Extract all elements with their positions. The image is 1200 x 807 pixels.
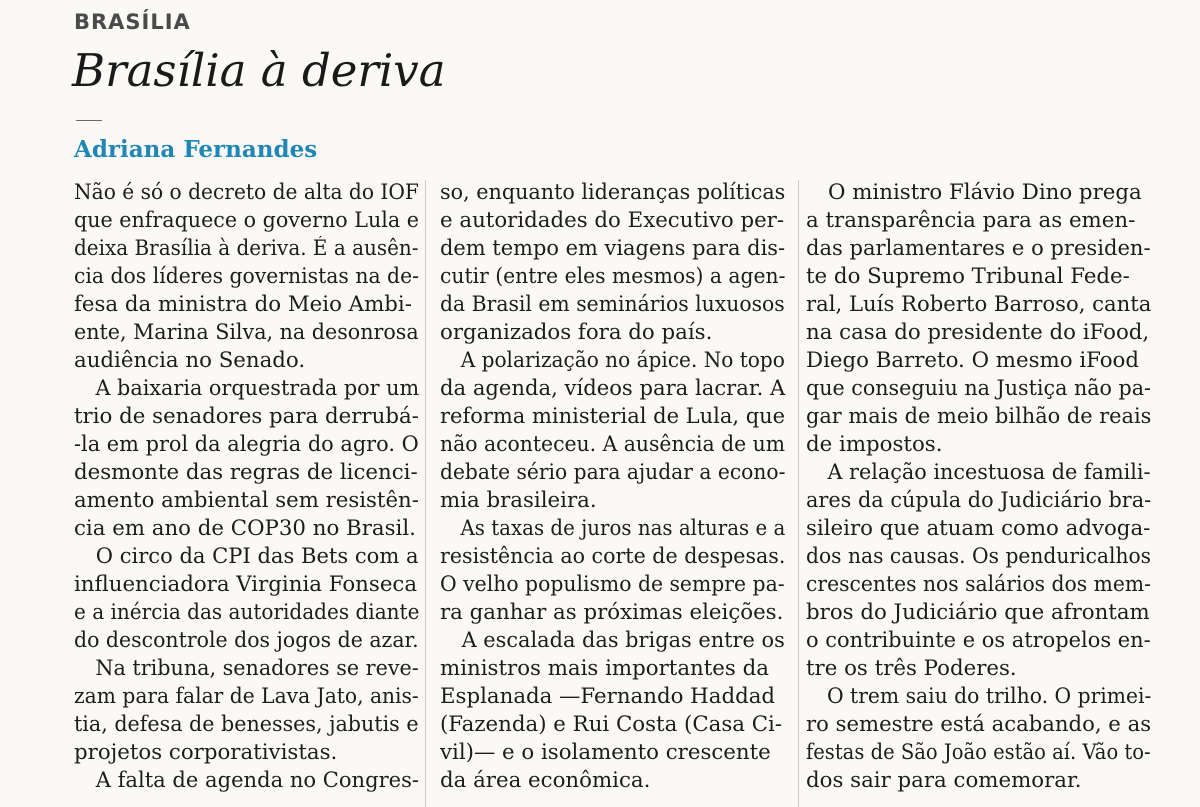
article-text-line: O ministro Flávio Dino prega — [828, 180, 1142, 205]
article-text-line: ro semestre está acabando, e as — [806, 712, 1152, 737]
article-text-line: reforma ministerial de Lula, que — [440, 404, 786, 429]
article-text-line: a transparência para as emen- — [806, 208, 1136, 233]
article-text-line: Diego Barreto. O mesmo iFood — [806, 348, 1140, 373]
article-text-line: cia em ano de COP30 no Brasil. — [74, 516, 416, 541]
article-column-1 — [74, 179, 419, 795]
article-text-line: que conseguiu na Justiça não pa- — [806, 376, 1152, 401]
article-text-line: A escalada das brigas entre os — [461, 628, 785, 653]
article-text-line: O circo da CPI das Bets com a — [95, 544, 419, 569]
author-byline: Adriana Fernandes — [74, 136, 318, 163]
article-text-line: que enfraquece o governo Lula e — [74, 208, 419, 233]
article-column-2 — [440, 179, 785, 795]
article-text-line: A falta de agenda no Congres- — [95, 768, 420, 793]
article-text-line: (Fazenda) e Rui Costa (Casa Ci- — [440, 712, 783, 737]
article-text-line: Esplanada —Fernando Haddad — [440, 684, 776, 709]
column-separator — [425, 180, 426, 807]
article-text-line: A relação incestuosa de famili- — [827, 460, 1151, 485]
article-text-line: da agenda, vídeos para lacrar. A — [440, 376, 786, 401]
article-text-line: dem tempo em viagens para dis- — [440, 236, 786, 261]
article-text-line: da Brasil em seminários luxuosos — [440, 292, 785, 317]
article-text-line: dos nas causas. Os penduricalhos — [806, 544, 1152, 569]
article-text-line: Não é só o decreto de alta do IOF — [74, 180, 419, 205]
article-text-line: mia brasileira. — [440, 488, 597, 513]
article-text-line: e autoridades do Executivo per- — [440, 208, 785, 233]
article-text-line: do descontrole dos jogos de azar. — [74, 628, 419, 653]
article-text-line: deixa Brasília à deriva. É a ausên- — [74, 236, 419, 261]
article-text-line: influenciadora Virginia Fonseca — [74, 572, 418, 597]
article-text-line: vil)— e o isolamento crescente — [440, 740, 771, 765]
title-divider — [76, 120, 102, 121]
article-text-line: na casa do presidente do iFood, — [806, 320, 1150, 345]
article-text-line: A polarização no ápice. No topo — [460, 348, 785, 373]
article-text-line: ares da cúpula do Judiciário bra- — [806, 488, 1152, 513]
article-text-line: amento ambiental sem resistên- — [74, 488, 419, 513]
article-text-line: O velho populismo de sempre pa- — [440, 572, 785, 597]
article-text-line: das parlamentares e o presiden- — [806, 236, 1151, 261]
section-label: BRASÍLIA — [74, 10, 191, 34]
article-text-line: audiência no Senado. — [74, 348, 306, 373]
article-text-line: de impostos. — [806, 432, 943, 457]
article-text-line: cia dos líderes governistas na de- — [74, 264, 419, 289]
article-text-line: resistência ao corte de despesas. — [440, 544, 786, 569]
article-text-line: o contribuinte e os atropelos en- — [806, 628, 1151, 653]
article-text-line: -la em prol da alegria do agro. O — [74, 432, 419, 457]
article-text-line: A baixaria orquestrada por um — [95, 376, 420, 401]
article-text-line: tia, defesa de benesses, jabutis e — [74, 712, 419, 737]
article-text-line: bros do Judiciário que afrontam — [806, 600, 1150, 625]
article-text-line: zam para falar de Lava Jato, anis- — [74, 684, 419, 709]
article-text-line: ra ganhar as próximas eleições. — [440, 600, 784, 625]
article-text-line: sileiro que atuam como advoga- — [806, 516, 1151, 541]
article-text-line: organizados fora do país. — [440, 320, 713, 345]
article-text-line: não aconteceu. A ausência de um — [440, 432, 786, 457]
article-text-line: da área econômica. — [440, 768, 651, 793]
article-text-line: As taxas de juros nas alturas e a — [460, 516, 786, 541]
article-column-3 — [806, 179, 1151, 795]
article-text-line: cutir (entre eles mesmos) a agen- — [440, 264, 786, 289]
article-text-line: festas de São João estão aí. Vão to- — [806, 740, 1151, 765]
article-text-line: ral, Luís Roberto Barroso, canta — [806, 292, 1152, 317]
article-text-line: projetos corporativistas. — [74, 740, 338, 765]
article-text-line: dos sair para comemorar. — [806, 768, 1082, 793]
article-text-line: te do Supremo Tribunal Fede- — [806, 264, 1130, 289]
article-text-line: debate sério para ajudar a econo- — [440, 460, 786, 485]
article-text-line: desmonte das regras de licenci- — [74, 460, 418, 485]
article-text-line: ministros mais importantes da — [440, 656, 769, 681]
article-text-line: ente, Marina Silva, na desonrosa — [74, 320, 419, 345]
article-text-line: fesa da ministra do Meio Ambi- — [74, 292, 412, 317]
article-text-line: tre os três Poderes. — [806, 656, 1017, 681]
article-text-line: trio de senadores para derrubá- — [74, 404, 419, 429]
column-separator — [798, 180, 799, 807]
article-text-line: Na tribuna, senadores se reve- — [95, 656, 419, 681]
article-text-line: O trem saiu do trilho. O primei- — [826, 684, 1152, 709]
article-text-line: so, enquanto lideranças políticas — [440, 180, 786, 205]
article-text-line: gar mais de meio bilhão de reais — [806, 404, 1152, 429]
page-title: Brasília à deriva — [72, 44, 446, 97]
article-text-line: crescentes nos salários dos mem- — [806, 572, 1151, 597]
article-text-line: e a inércia das autoridades diante — [74, 600, 420, 625]
